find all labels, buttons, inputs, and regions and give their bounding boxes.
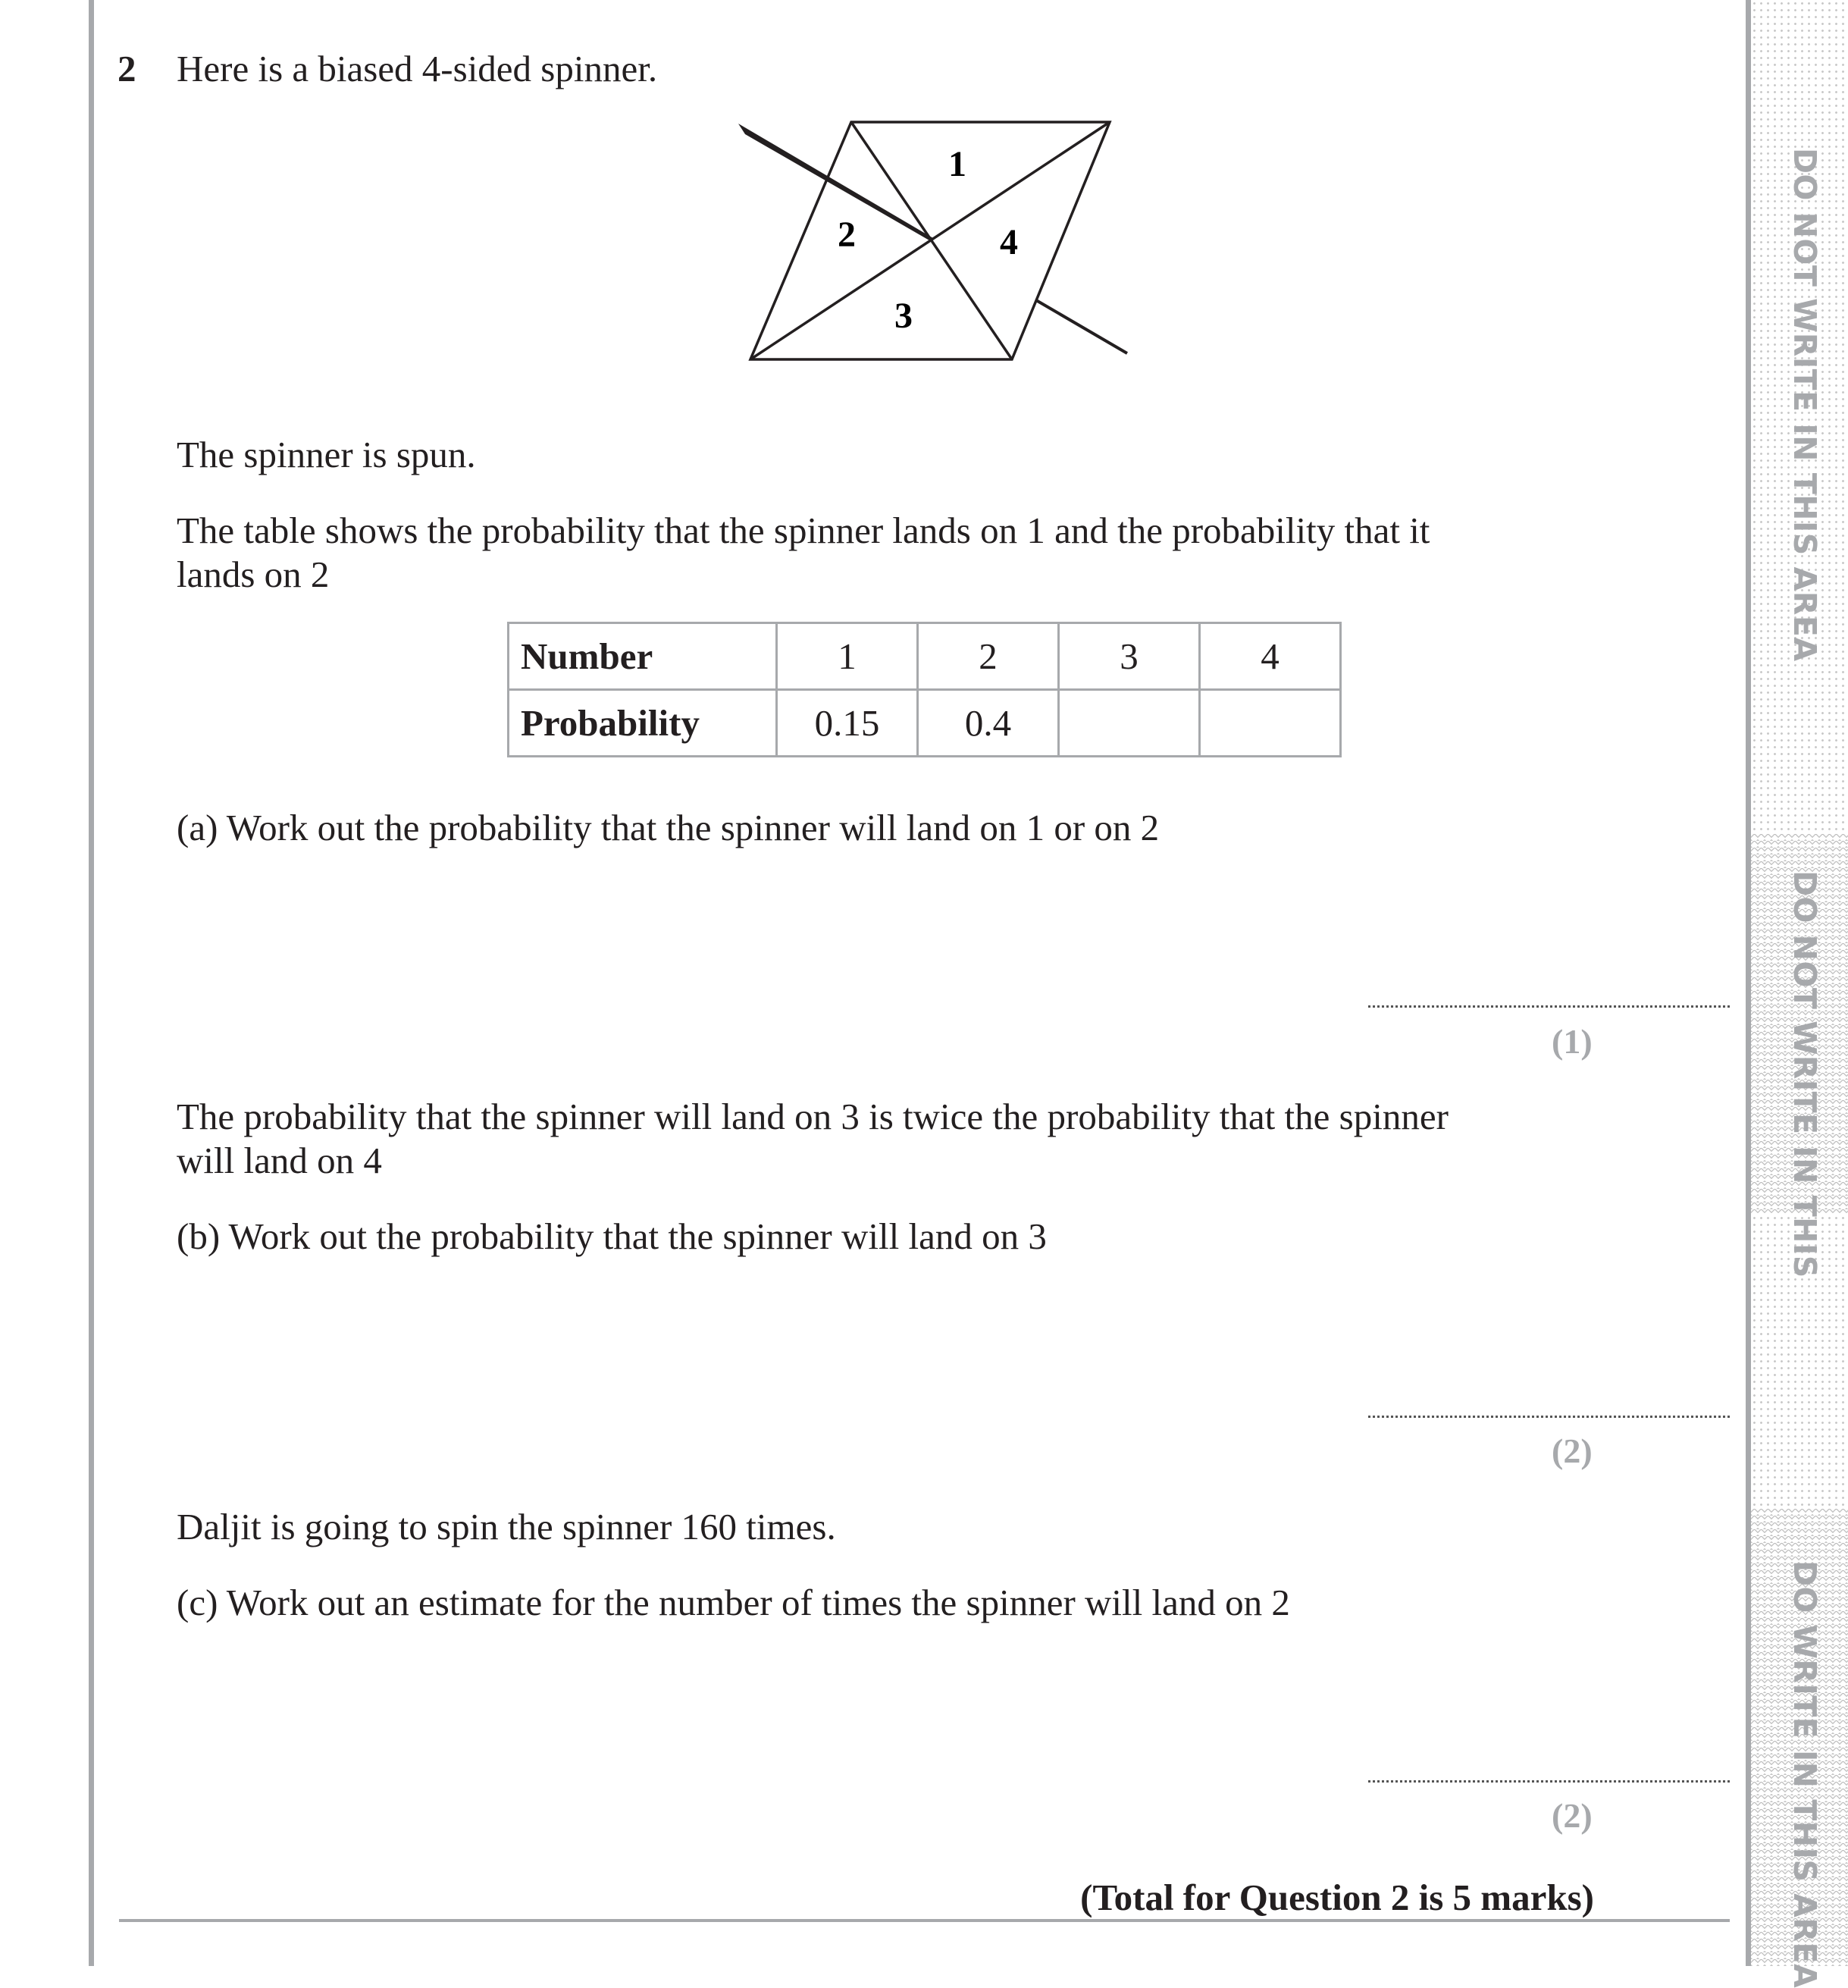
spinner-pointer-tail — [1036, 300, 1127, 353]
margin-warning-text-top: DO NOT WRITE IN THIS AREA — [1787, 148, 1823, 662]
table-cell-probability-2: 0.4 — [918, 690, 1059, 757]
table-row-number — [509, 623, 1341, 690]
table-cell-probability-4[interactable] — [1200, 690, 1341, 757]
table-cell-number-2: 2 — [918, 623, 1059, 690]
spinner-divider-2 — [750, 122, 1110, 359]
answer-line-a[interactable] — [1368, 1005, 1730, 1008]
question-intro: Here is a biased 4-sided spinner. — [177, 48, 658, 89]
spun-statement: The spinner is spun. — [177, 434, 476, 475]
answer-line-b[interactable] — [1368, 1416, 1730, 1418]
marks-b: (2) — [1552, 1431, 1593, 1470]
table-row-probability — [509, 690, 1341, 757]
spinner-label-4: 4 — [1000, 222, 1018, 262]
total-marks: (Total for Question 2 is 5 marks) — [1080, 1877, 1594, 1918]
spinner-diagram — [728, 114, 1152, 364]
table-cell-number-4: 4 — [1200, 623, 1341, 690]
part-c-question: (c) Work out an estimate for the number of times the spinner will land on 2 — [177, 1582, 1290, 1623]
statement-c: Daljit is going to spin the spinner 160 times. — [177, 1506, 836, 1547]
answer-line-c[interactable] — [1368, 1780, 1730, 1783]
question-number: 2 — [117, 48, 136, 89]
bottom-rule — [119, 1919, 1730, 1922]
spinner-label-1: 1 — [948, 144, 966, 184]
part-b-question: (b) Work out the probability that the spinner will land on 3 — [177, 1215, 1047, 1257]
statement-b-line-2: will land on 4 — [177, 1140, 382, 1181]
marks-a: (1) — [1552, 1022, 1593, 1061]
right-margin-rule — [1746, 0, 1751, 1966]
spinner-shape — [750, 122, 1110, 359]
table-header-probability: Probability — [509, 690, 777, 757]
spinner-label-2: 2 — [838, 215, 856, 255]
statement-b-line-1: The probability that the spinner will land on 3 is twice the probability that the spinner — [177, 1096, 1449, 1137]
table-cell-probability-1: 0.15 — [777, 690, 918, 757]
table-cell-probability-3[interactable] — [1059, 690, 1200, 757]
part-a-question: (a) Work out the probability that the spinner will land on 1 or on 2 — [177, 807, 1160, 848]
table-cell-number-3: 3 — [1059, 623, 1200, 690]
probability-table — [507, 622, 1342, 757]
table-header-number: Number — [509, 623, 777, 690]
table-intro-line-1: The table shows the probability that the spinner lands on 1 and the probability that it — [177, 510, 1430, 551]
left-margin-rule — [89, 0, 94, 1966]
spinner-label-3: 3 — [894, 296, 913, 336]
margin-warning-text-middle: DO NOT WRITE IN THIS — [1787, 870, 1823, 1278]
table-cell-number-1: 1 — [777, 623, 918, 690]
table-intro-line-2: lands on 2 — [177, 553, 330, 595]
margin-warning-text-bottom: DO WRITE IN THIS AREA — [1787, 1560, 1823, 1988]
spinner-pointer — [738, 124, 933, 240]
marks-c: (2) — [1552, 1796, 1593, 1835]
